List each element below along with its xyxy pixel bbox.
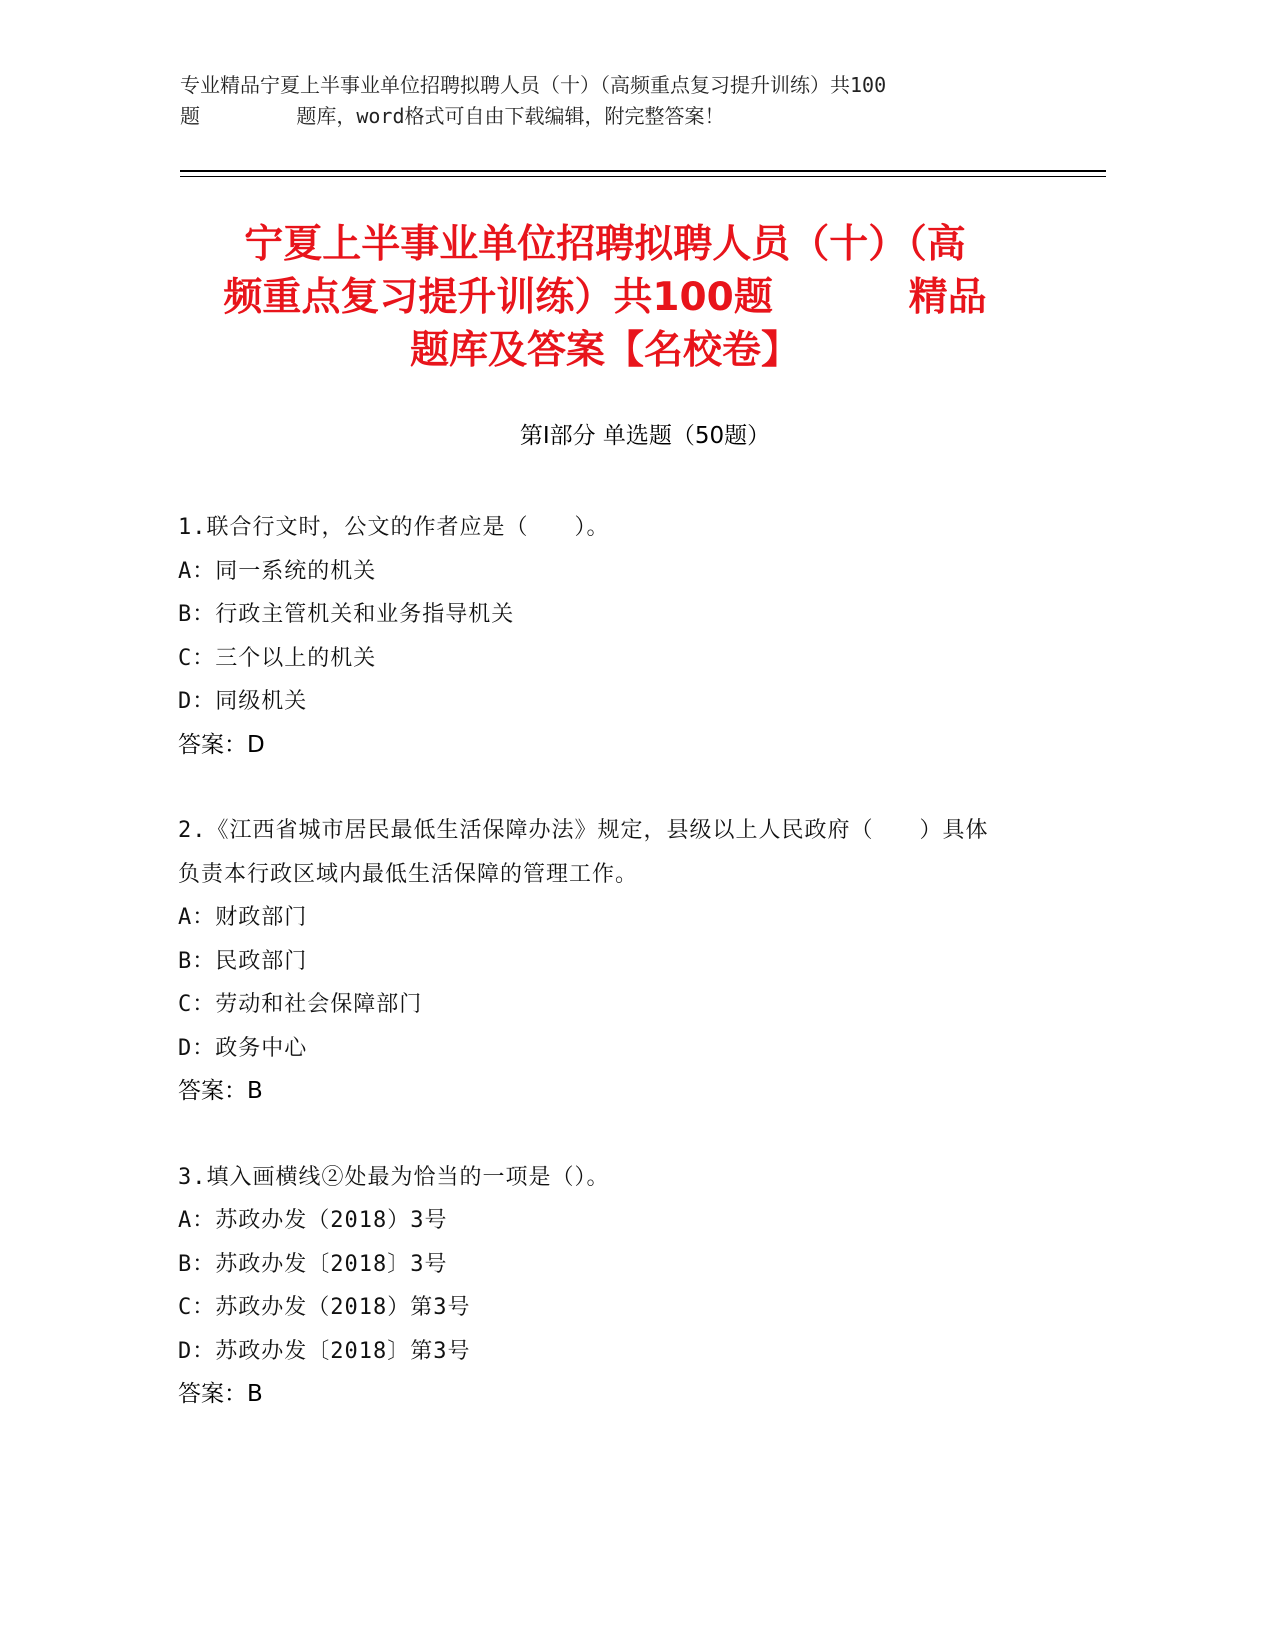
header-divider-thin: [180, 176, 1106, 177]
option-d: D：同级机关: [178, 689, 308, 714]
answer: 答案：B: [178, 1078, 263, 1104]
question-stem: 2.《江西省城市居民最低生活保障办法》规定，县级以上人民政府（ ）具体负责本行政区域内最低生活保障的管理工作。: [178, 818, 989, 887]
question-stem: 3.填入画横线②处最为恰当的一项是（）。: [178, 1164, 610, 1190]
question-1: [178, 506, 1078, 767]
option-a: A：财政部门: [178, 905, 308, 930]
option-c: C：劳动和社会保障部门: [178, 992, 423, 1017]
question-list: [178, 506, 1078, 1459]
option-a: A：同一系统的机关: [178, 558, 377, 584]
option-b: B：行政主管机关和业务指导机关: [178, 602, 515, 627]
option-d: D：政务中心: [178, 1035, 308, 1061]
option-b: B：民政部门: [178, 948, 308, 974]
header-note: 专业精品宁夏上半事业单位招聘拟聘人员（十）（高频重点复习提升训练）共100 题 题库，word格式可自由下载编辑，附完整答案！: [180, 73, 887, 128]
question-2: [178, 809, 1078, 1114]
option-a: A：苏政办发（2018）3号: [178, 1208, 448, 1233]
option-c: C：苏政办发（2018）第3号: [178, 1295, 471, 1320]
option-c: C：三个以上的机关: [178, 645, 377, 671]
question-stem: 1.联合行文时，公文的作者应是（ ）。: [178, 515, 610, 540]
section-title: 第Ⅰ部分 单选题（50题）: [519, 423, 771, 449]
header-divider-thick: [180, 170, 1106, 172]
option-b: B：苏政办发〔2018〕3号: [178, 1251, 448, 1277]
answer: 答案：B: [178, 1381, 263, 1407]
answer: 答案：D: [178, 731, 265, 758]
question-3: [178, 1156, 1078, 1417]
option-d: D：苏政办发〔2018〕第3号: [178, 1338, 471, 1364]
document-title: 宁夏上半事业单位招聘拟聘人员（十）（高 频重点复习提升训练）共100题 精品 题库及答案【名校卷】: [223, 222, 987, 373]
